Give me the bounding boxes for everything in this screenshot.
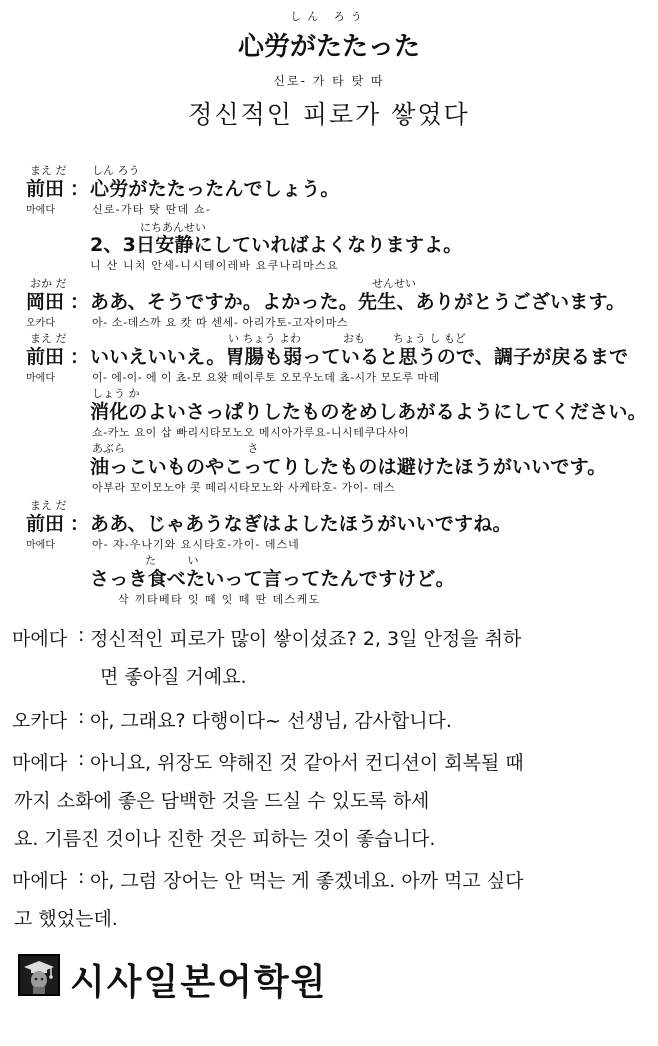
speaker-reading: 마에다 (26, 373, 55, 384)
colon: ： (70, 513, 90, 535)
translation-line: 고 했었는데. (14, 908, 118, 930)
line-reading: 쇼-카노 요이 삽 빠리시타모노오 메시아가루요-니시테쿠다사이 (92, 426, 410, 439)
line-text: 消化のよいさっぱりしたものをめしあがるようにしてください。 (90, 401, 647, 423)
line-ruby: にちあんせい (140, 221, 206, 234)
speaker-reading: 오카다 (26, 318, 55, 329)
title-meaning: 정신적인 피로가 쌓였다 (188, 100, 470, 129)
line-reading: 신로-가타 탓 딴데 쇼- (92, 203, 212, 216)
translation-line: 아, 그럼 장어는 안 먹는 게 좋겠네요. 아까 먹고 싶다 (90, 870, 524, 892)
title-reading: 신로- 가 타 탓 따 (273, 74, 385, 88)
colon: : (78, 866, 85, 888)
line-reading: 아- 쟈-우나기와 요시타호-가이- 데스네 (92, 538, 300, 551)
line-ruby: た い (145, 554, 199, 567)
line-ruby: あぶら さ (92, 442, 259, 455)
line-text: ああ、じゃあうなぎはよしたほうがいいですね。 (90, 513, 512, 535)
line-ruby: しん ろう (92, 164, 140, 177)
speaker-name: 前田 (26, 346, 65, 368)
speaker-name: 前田 (26, 178, 65, 200)
line-text: 2、3日安静にしていればよくなりますよ。 (90, 234, 463, 256)
speaker-ruby: まえ だ (30, 499, 67, 512)
line-reading: 이- 에-이- 에 이 쵸-모 요왓 떼이루토 오모우노데 쵸-시가 모도루 마데 (92, 371, 440, 384)
page-title: 心労がたたった (237, 32, 420, 62)
line-text: いいえいいえ。胃腸も弱っていると思うので、調子が戻るまで (90, 346, 629, 368)
speaker-reading: 마에다 (26, 205, 55, 216)
line-ruby: しょう か (92, 387, 140, 400)
translation-speaker: 마에다 (12, 752, 68, 774)
graduate-icon (18, 954, 60, 996)
line-text: ああ、そうですか。よかった。先生、ありがとうございます。 (90, 291, 626, 313)
line-text: さっき食べたいって言ってたんですけど。 (90, 568, 455, 590)
line-reading: 니 산 니치 안세-니시테이레바 요쿠나리마스요 (90, 259, 339, 272)
colon: ： (70, 291, 90, 313)
speaker-ruby: おか だ (30, 277, 67, 290)
translation-line: 까지 소화에 좋은 담백한 것을 드실 수 있도록 하세 (14, 790, 430, 812)
colon: : (78, 706, 85, 728)
line-reading: 아부라 꼬이모노야 콧 떼리시타모노와 사케타호- 가이- 데스 (92, 481, 396, 494)
translation-line: 요. 기름진 것이나 진한 것은 피하는 것이 좋습니다. (14, 828, 436, 850)
line-ruby: せんせい (372, 277, 416, 290)
brand-logo (18, 954, 60, 1000)
translation-speaker: 마에다 (12, 628, 68, 650)
translation-line: 정신적인 피로가 많이 쌓이셨죠? 2, 3일 안정을 취하 (90, 628, 522, 650)
colon: : (78, 624, 85, 646)
line-text: 油っこいものやこってりしたものは避けたほうがいいです。 (90, 456, 607, 478)
speaker-name: 岡田 (26, 291, 65, 313)
line-reading: 삭 끼타베타 잇 떼 잇 떼 딴 데스케도 (118, 593, 321, 606)
speaker-ruby: まえ だ (30, 332, 67, 345)
speaker-ruby: まえ だ (30, 164, 67, 177)
translation-line: 아니요, 위장도 약해진 것 같아서 컨디션이 회복될 때 (90, 752, 524, 774)
line-reading: 아- 소-데스까 요 캇 따 센세- 아리가토-고자이마스 (92, 316, 349, 329)
colon: : (78, 748, 85, 770)
translation-line: 면 좋아질 거예요. (100, 666, 247, 688)
colon: ： (70, 178, 90, 200)
speaker-name: 前田 (26, 513, 65, 535)
colon: ： (70, 346, 90, 368)
translation-speaker: 마에다 (12, 870, 68, 892)
speaker-reading: 마에다 (26, 540, 55, 551)
line-ruby: い ちょう よわ おも ちょう し もど (228, 332, 466, 345)
title-ruby: しん ろう (290, 10, 368, 23)
translation-line: 아, 그래요? 다행이다~ 선생님, 감사합니다. (90, 710, 452, 732)
line-text: 心労がたたったんでしょう。 (90, 178, 340, 200)
brand-name: 시사일본어학원 (70, 962, 328, 1003)
translation-speaker: 오카다 (12, 710, 68, 732)
